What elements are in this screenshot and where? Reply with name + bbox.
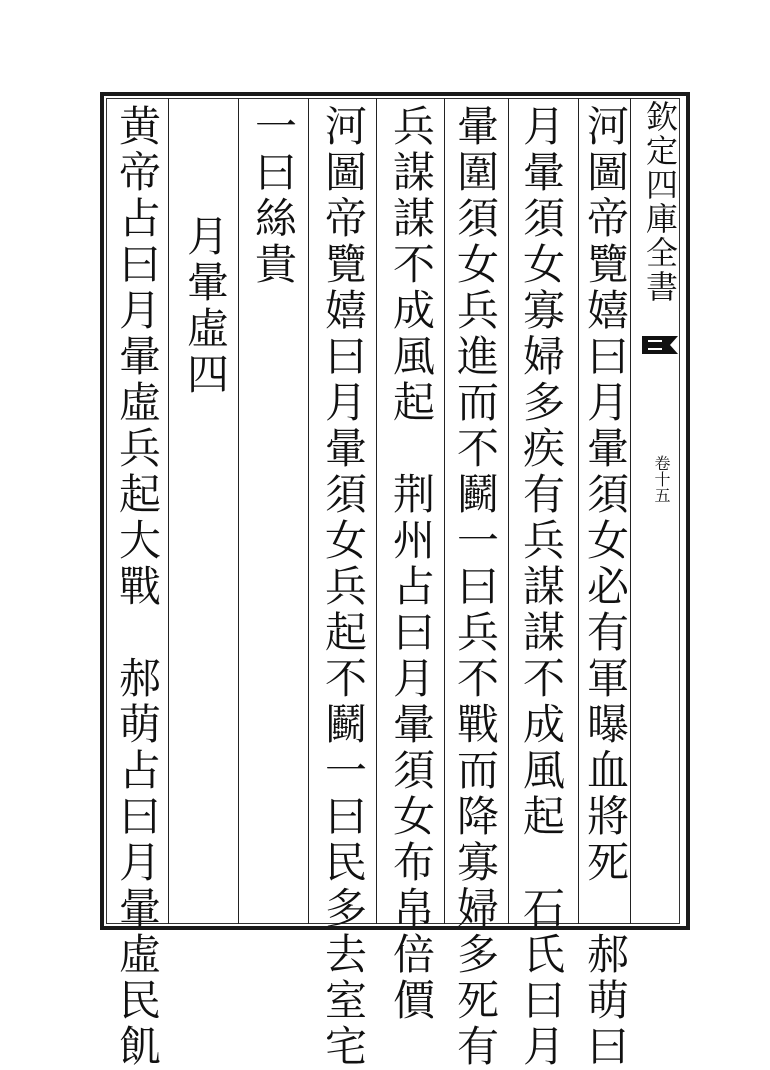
text-column-1: 河圖帝覽嬉曰月暈須女必有軍曝血將死 郝萌曰 xyxy=(581,104,630,1070)
text-column-8: 黄帝占曰月暈虛兵起大戰 郝萌占曰月暈虛民飢 xyxy=(113,104,162,1070)
volume-label: 卷十五 xyxy=(652,455,671,503)
column-divider xyxy=(376,98,377,924)
text-column-5: 河圖帝覽嬉曰月暈須女兵起不鬬一曰民多去室宅 xyxy=(319,104,368,1070)
text-column-4: 兵謀謀不成風起 荆州占曰月暈須女布帛倍價 xyxy=(387,104,436,1024)
column-divider xyxy=(308,98,309,924)
fish-tail-mark-icon xyxy=(640,328,680,362)
column-divider xyxy=(444,98,445,924)
column-divider xyxy=(630,98,631,924)
column-divider xyxy=(578,98,579,924)
section-heading: 月暈虛四 xyxy=(181,214,230,398)
text-column-2: 月暈須女寡婦多疾有兵謀謀不成風起 石氏曰月 xyxy=(517,104,566,1070)
text-column-3: 暈圍須女兵進而不鬬一曰兵不戰而降寡婦多死有 xyxy=(451,104,500,1070)
column-divider xyxy=(168,98,169,924)
column-divider xyxy=(508,98,509,924)
book-title: 欽定四庫全書 xyxy=(641,100,679,304)
column-divider xyxy=(238,98,239,924)
text-column-6: 一曰絲貴 xyxy=(249,104,298,288)
